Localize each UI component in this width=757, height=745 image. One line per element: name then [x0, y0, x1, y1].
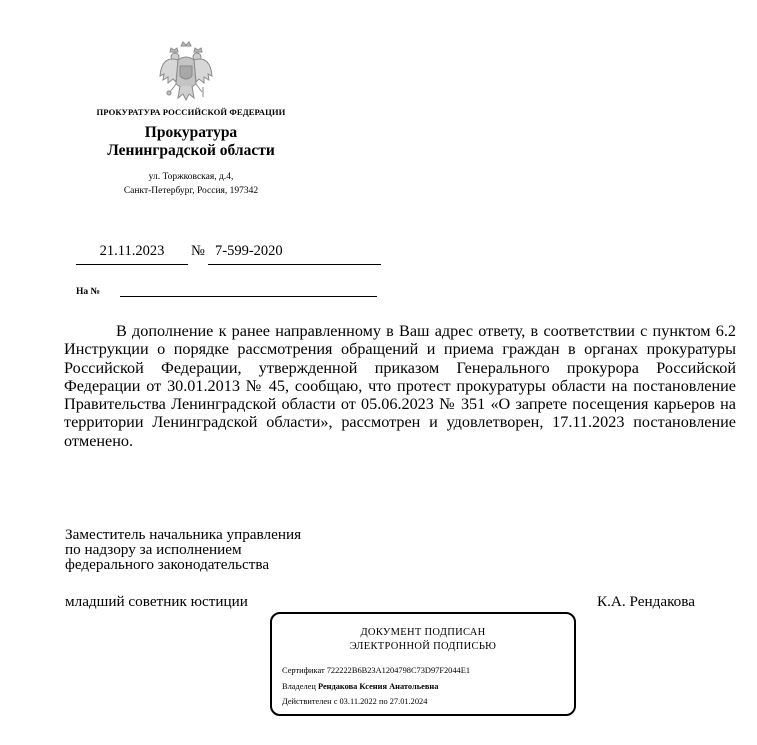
org-title	[78, 124, 304, 160]
address-line2: Санкт-Петербург, Россия, 197342	[123, 186, 259, 196]
outgoing-date: 21.11.2023	[76, 243, 188, 265]
stamp-title	[272, 626, 574, 654]
letter-paragraph: В дополнение к ранее направленному в Ваш адрес ответу, в соответствии с пунктом 6.2 Инструкции о порядке рассмотрения обращений и приема граждан в органах прокуратуры Российской Федерации, утвержденной приказом Генерального прокурора Российской Федерации от 30.01.2013 № 45, сообщаю, что протест прокуратуры области на постановление Правительства Ленинградской области от 05.06.2023 № 351 «О запрете посещения карьеров на территории Ленинградской области», рассмотрен и удовлетворен, 17.11.2023 постановление отменено.	[64, 322, 736, 450]
outgoing-number: 7-599-2020	[208, 243, 381, 265]
reply-to-label: На №	[76, 287, 101, 297]
stamp-validity	[282, 697, 427, 706]
valid-value: с 03.11.2022 по 27.01.2024	[333, 697, 428, 706]
cert-value: 722222B6B23A1204798C73D97F2044E1	[326, 666, 471, 675]
stamp-owner	[282, 682, 438, 691]
cert-label: Сертификат	[282, 666, 325, 675]
signer-position	[65, 527, 301, 572]
position-line2: по надзору за исполнением	[65, 541, 242, 558]
address-line1: ул. Торжковская, д.4,	[148, 172, 234, 182]
stamp-title-line1: ДОКУМЕНТ ПОДПИСАН	[360, 627, 486, 638]
org-title-line2: Ленинградской области	[107, 142, 275, 159]
number-sign: №	[191, 243, 205, 259]
owner-value: Рендакова Ксения Анатольевна	[317, 682, 439, 691]
org-title-line1: Прокуратура	[144, 124, 238, 141]
reply-to-field	[120, 296, 377, 297]
org-address	[78, 170, 304, 198]
org-name-small: ПРОКУРАТУРА РОССИЙСКОЙ ФЕДЕРАЦИИ	[96, 107, 286, 117]
letter-body	[64, 322, 736, 450]
russian-coat-of-arms-icon	[158, 40, 214, 104]
electronic-signature-stamp	[270, 612, 576, 716]
signer-name: К.А. Рендакова	[597, 593, 695, 610]
position-line1: Заместитель начальника управления	[65, 526, 302, 543]
stamp-certificate	[282, 666, 470, 675]
owner-label: Владелец	[282, 682, 316, 691]
valid-label: Действителен	[282, 697, 332, 706]
stamp-title-line2: ЭЛЕКТРОННОЙ ПОДПИСЬЮ	[349, 641, 497, 652]
signer-rank: младший советник юстиции	[65, 593, 248, 610]
position-line3: федерального законодательства	[65, 556, 270, 573]
